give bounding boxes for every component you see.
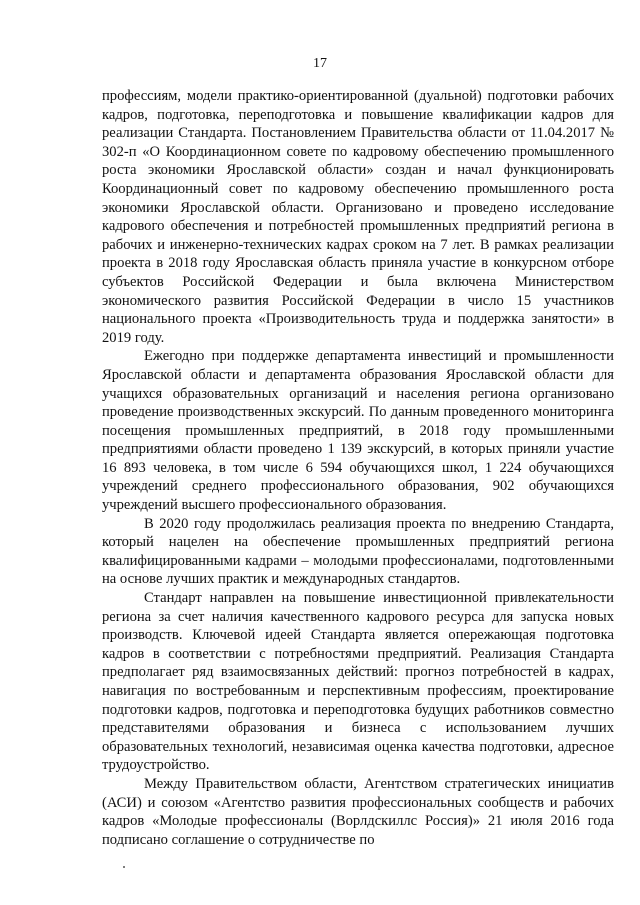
paragraph-1: профессиям, модели практико-ориентированной (дуальной) подготовки рабочих кадров, подготовка, переподготовка и повышение квалификации кадров для реализации Стандарта. Постановлением Правительства области от 11.04.2017 № 302-п «О Координационном совете по кадровому обеспечению промышленного роста экономики Ярославской области» создан и начал функционировать Координационный совет по кадровому обеспечению промышленного роста экономики Ярославской области. Организовано и проведено исследование кадрового обеспечения и потребностей промышленных предприятий региона в рабочих и инженерно-технических кадрах сроком на 7 лет. В рамках реализации проекта в 2018 году Ярославская область приняла участие в конкурсном отборе субъектов Российской Федерации и была включена Министерством экономического развития Российской Федерации в число 15 участников национального проекта «Производительность труда и поддержка занятости» в 2019 году.	[102, 88, 614, 346]
paragraph-5: Между Правительством области, Агентством стратегических инициатив (АСИ) и союзом «Агентство развития профессиональных сообществ и рабочих кадров «Молодые профессионалы (Ворлдскиллс Россия)» 21 июля 2016 года подписано соглашение о сотрудничестве по	[102, 775, 614, 848]
paragraph-4: Стандарт направлен на повышение инвестиционной привлекательности региона за счет наличия качественного кадрового ресурса для запуска новых производств. Ключевой идеей Стандарта является опережающая подготовка кадров в соответствии с потребностями предприятий. Реализация Стандарта предполагает ряд взаимосвязанных действий: прогноз потребностей в кадрах, навигация по востребованным и перспективным профессиям, проектирование подготовки кадров, подготовка и переподготовка будущих работников совместно представителями образования и бизнеса с использованием лучших образовательных технологий, независимая оценка качества подготовки, адресное трудоустройство.	[102, 590, 614, 774]
paragraph-2: Ежегодно при поддержке департамента инвестиций и промышленности Ярославской области и департамента образования Ярославской области для учащихся образовательных организаций и населения региона организовано проведение производственных экскурсий. По данным проведенного мониторинга посещения промышленных предприятий, в 2018 году промышленными предприятиями области проведено 1 139 экскурсий, в которых приняли участие 16 893 человека, в том числе 6 594 обучающихся школ, 1 224 обучающихся учреждений среднего профессионального образования, 902 обучающихся учреждений высшего профессионального образования.	[102, 348, 614, 514]
body-text	[102, 87, 614, 849]
page-number: 17	[313, 56, 327, 71]
paragraph-3: В 2020 году продолжилась реализация проекта по внедрению Стандарта, который нацелен на обеспечение промышленных предприятий региона квалифицированными кадрами – молодыми профессионалами, подготовленными на основе лучших практик и международных стандартов.	[102, 515, 614, 588]
scan-speck	[123, 866, 125, 868]
